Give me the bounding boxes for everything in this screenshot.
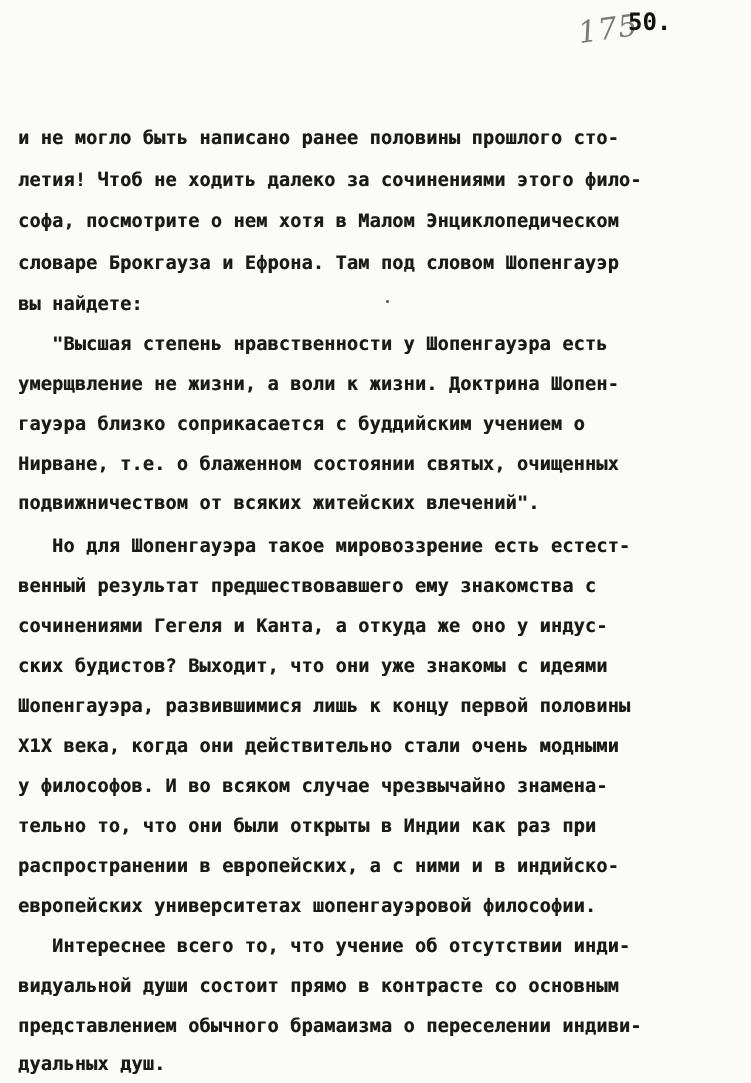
text-line: тельно то, что они были открыты в Индии как раз при (18, 816, 597, 837)
text-line: и не могло быть написано ранее половины прошлого сто- (18, 128, 619, 149)
scan-speck (386, 300, 389, 303)
text-line: вы найдете: (18, 294, 143, 315)
text-line: венный результат предшествовавшего ему знакомства с (18, 576, 597, 597)
text-line: Интереснее всего то, что учение об отсутствии инди- (18, 936, 631, 957)
text-line: ских будистов? Выходит, что они уже знакомы с идеями (18, 656, 608, 677)
text-line: европейских университетах шопенгауэровой философии. (18, 896, 597, 917)
text-line: гауэра близко соприкасается с буддийским учением о (18, 414, 585, 435)
text-line: словаре Брокгауза и Ефрона. Там под словом Шопенгауэр (18, 253, 619, 274)
text-line: у философов. И во всяком случае чрезвычайно знамена- (18, 776, 608, 797)
text-line: Х1Х века, когда они действительно стали очень модными (18, 736, 619, 757)
page-number: 50. (628, 8, 672, 36)
text-line: дуальных душ. (18, 1054, 166, 1075)
text-line: умерщвление не жизни, а воли к жизни. Доктрина Шопен- (18, 374, 619, 395)
text-line: сочинениями Гегеля и Канта, а откуда же оно у индус- (18, 616, 608, 637)
text-line: "Высшая степень нравственности у Шопенгауэра есть (18, 334, 608, 355)
text-line: распространении в европейских, а с ними и в индийско- (18, 856, 619, 877)
archive-number: 175 (575, 7, 641, 52)
text-line: Нирване, т.е. о блаженном состоянии святых, очищенных (18, 454, 619, 475)
text-line: Но для Шопенгауэра такое мировоззрение есть естест- (18, 536, 631, 557)
text-line: подвижничеством от всяких житейских влечений". (18, 493, 540, 514)
text-line: летия! Чтоб не ходить далеко за сочинениями этого фило- (18, 170, 642, 191)
text-line: Шопенгауэра, развившимися лишь к концу первой половины (18, 696, 631, 717)
text-line: представлением обычного брамаизма о переселении индиви- (18, 1016, 642, 1037)
text-line: софа, посмотрите о нем хотя в Малом Энциклопедическом (18, 211, 619, 232)
text-line: видуальной души состоит прямо в контрасте со основным (18, 976, 619, 997)
